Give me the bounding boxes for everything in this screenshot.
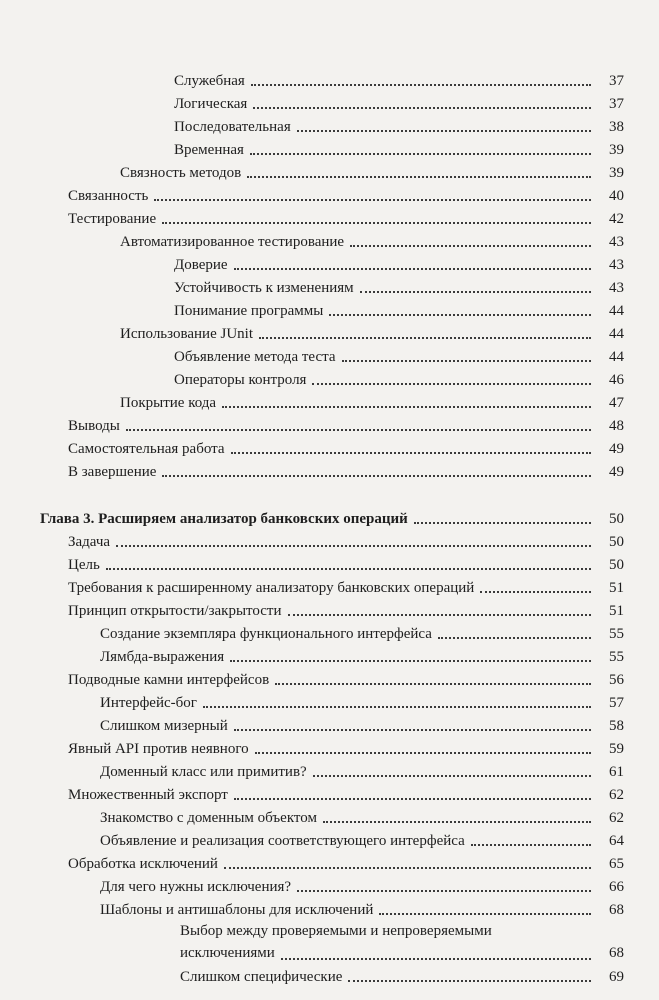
dot-leader — [251, 84, 591, 86]
toc-entry[interactable] — [100, 897, 624, 919]
toc-entry-page: 69 — [609, 969, 624, 985]
toc-entry-title: Задача — [68, 534, 111, 550]
toc-entry[interactable] — [174, 68, 624, 90]
toc-entry[interactable] — [120, 229, 624, 251]
toc-entry-page: 64 — [609, 833, 624, 849]
toc-entry-title: Служебная — [174, 73, 245, 89]
dot-leader — [224, 867, 591, 869]
toc-entry-title: Последовательная — [174, 119, 291, 135]
toc-entry-page: 66 — [609, 879, 624, 895]
toc-entry-title: Подводные камни интерфейсов — [68, 672, 270, 688]
toc-entry[interactable] — [120, 390, 624, 412]
toc-entry[interactable] — [100, 805, 624, 827]
dot-leader — [323, 821, 591, 823]
toc-entry-page: 57 — [609, 695, 624, 711]
toc-entry-page: 43 — [609, 234, 624, 250]
toc-entry-page: 51 — [609, 603, 624, 619]
toc-entry-page: 62 — [609, 787, 624, 803]
dot-leader — [350, 245, 591, 247]
toc-entry-title: Автоматизированное тестирование — [120, 234, 345, 250]
toc-entry-page: 50 — [609, 557, 624, 573]
toc-entry-title: Объявление метода теста — [174, 349, 336, 365]
toc-entry-title: Тестирование — [68, 211, 157, 227]
toc-entry[interactable] — [180, 964, 624, 986]
dot-leader — [222, 406, 591, 408]
toc-entry-page: 49 — [609, 441, 624, 457]
toc-entry-page: 42 — [609, 211, 624, 227]
dot-leader — [312, 383, 591, 385]
toc-entry-page: 46 — [609, 372, 624, 388]
dot-leader — [154, 199, 591, 201]
toc-entry[interactable] — [180, 920, 624, 964]
dot-leader — [234, 729, 591, 731]
dot-leader — [231, 452, 591, 454]
toc-entry[interactable] — [68, 667, 624, 689]
dot-leader — [281, 958, 591, 960]
toc-entry-title: Шаблоны и антишаблоны для исключений — [100, 902, 374, 918]
toc-entry-page: 44 — [609, 326, 624, 342]
toc-entry-title: Знакомство с доменным объектом — [100, 810, 317, 826]
toc-chapter-entry[interactable] — [40, 506, 624, 528]
toc-entry[interactable] — [174, 367, 624, 389]
toc-entry-page: 59 — [609, 741, 624, 757]
toc-entry[interactable] — [68, 459, 624, 481]
toc-entry-page: 48 — [609, 418, 624, 434]
toc-entry-page: 40 — [609, 188, 624, 204]
dot-leader — [471, 844, 591, 846]
toc-entry[interactable] — [100, 759, 624, 781]
toc-entry-title: Выводы — [68, 418, 120, 434]
toc-entry-title: Явный API против неявного — [68, 741, 249, 757]
toc-entry[interactable] — [68, 436, 624, 458]
toc-entry-title: Использование JUnit — [120, 326, 253, 342]
toc-entry[interactable] — [68, 206, 624, 228]
toc-entry[interactable] — [174, 114, 624, 136]
toc-entry-title: Связность методов — [120, 165, 242, 181]
dot-leader — [230, 660, 591, 662]
dot-leader — [116, 545, 591, 547]
dot-leader — [234, 798, 591, 800]
toc-entry-title: Объявление и реализация соответствующего интерфейса — [100, 833, 465, 849]
toc-entry-title: Доверие — [174, 257, 228, 273]
toc-entry[interactable] — [100, 621, 624, 643]
dot-leader — [253, 107, 591, 109]
toc-entry-title: В завершение — [68, 464, 157, 480]
toc-entry-page: 43 — [609, 280, 624, 296]
toc-entry[interactable] — [68, 552, 624, 574]
toc-entry-page: 61 — [609, 764, 624, 780]
toc-entry-page: 62 — [609, 810, 624, 826]
dot-leader — [234, 268, 591, 270]
toc-entry-page: 55 — [609, 626, 624, 642]
toc-chapter-title: Глава 3. Расширяем анализатор банковских операций — [40, 511, 408, 527]
toc-entry-page: 43 — [609, 257, 624, 273]
toc-entry[interactable] — [174, 275, 624, 297]
toc-entry-page: 50 — [609, 534, 624, 550]
toc-entry-page: 47 — [609, 395, 624, 411]
toc-entry-title-line1: Выбор между проверяемыми и непроверяемыми — [180, 923, 492, 939]
dot-leader — [438, 637, 591, 639]
toc-entry-title: Лямбда-выражения — [100, 649, 225, 665]
toc-entry-page: 44 — [609, 349, 624, 365]
toc-entry[interactable] — [68, 529, 624, 551]
dot-leader — [360, 291, 591, 293]
toc-entry-page: 58 — [609, 718, 624, 734]
toc-entry-title: Интерфейс-бог — [100, 695, 197, 711]
toc-entry[interactable] — [68, 782, 624, 804]
toc-entry-title: Принцип открытости/закрытости — [68, 603, 282, 619]
dot-leader — [255, 752, 591, 754]
dot-leader — [288, 614, 591, 616]
toc-entry-title: Самостоятельная работа — [68, 441, 225, 457]
toc-entry[interactable] — [174, 91, 624, 113]
toc-entry[interactable] — [174, 252, 624, 274]
toc-entry-title: Цель — [68, 557, 100, 573]
toc-entry-page: 49 — [609, 464, 624, 480]
toc-entry-title: Логическая — [174, 96, 248, 112]
toc-entry[interactable] — [174, 298, 624, 320]
dot-leader — [126, 429, 591, 431]
dot-leader — [162, 222, 591, 224]
toc-entry[interactable] — [120, 160, 624, 182]
dot-leader — [203, 706, 591, 708]
toc-entry[interactable] — [100, 828, 624, 850]
dot-leader — [329, 314, 591, 316]
dot-leader — [162, 475, 591, 477]
toc-entry[interactable] — [68, 736, 624, 758]
dot-leader — [297, 130, 591, 132]
dot-leader — [275, 683, 591, 685]
toc-entry-page: 65 — [609, 856, 624, 872]
toc-entry-title: Доменный класс или примитив? — [100, 764, 307, 780]
toc-entry-page: 68 — [609, 945, 624, 961]
dot-leader — [480, 591, 591, 593]
toc-entry-title: Понимание программы — [174, 303, 324, 319]
toc-entry-title-line2: исключениями — [180, 945, 275, 961]
toc-entry-page: 50 — [609, 511, 624, 527]
dot-leader — [348, 980, 591, 982]
toc-entry-title: Множественный экспорт — [68, 787, 228, 803]
toc-entry-page: 39 — [609, 142, 624, 158]
toc-entry-title: Обработка исключений — [68, 856, 218, 872]
toc-entry[interactable] — [174, 344, 624, 366]
toc-entry[interactable] — [120, 321, 624, 343]
toc-entry-title: Создание экземпляра функционального интерфейса — [100, 626, 432, 642]
toc-entry[interactable] — [174, 137, 624, 159]
toc-entry[interactable] — [100, 690, 624, 712]
dot-leader — [414, 522, 591, 524]
toc-entry-page: 37 — [609, 73, 624, 89]
toc-entry-title: Для чего нужны исключения? — [100, 879, 292, 895]
dot-leader — [106, 568, 591, 570]
dot-leader — [250, 153, 591, 155]
dot-leader — [259, 337, 591, 339]
dot-leader — [297, 890, 591, 892]
dot-leader — [379, 913, 591, 915]
toc-entry-page: 55 — [609, 649, 624, 665]
toc-entry-page: 37 — [609, 96, 624, 112]
toc-entry-title: Операторы контроля — [174, 372, 307, 388]
toc-entry-title: Временная — [174, 142, 244, 158]
toc-entry-title: Слишком мизерный — [100, 718, 228, 734]
toc-entry-page: 44 — [609, 303, 624, 319]
toc-entry-title: Требования к расширенному анализатору банковских операций — [68, 580, 475, 596]
dot-leader — [247, 176, 591, 178]
toc-entry-title: Покрытие кода — [120, 395, 217, 411]
toc-entry[interactable] — [100, 713, 624, 735]
toc-entry[interactable] — [68, 413, 624, 435]
toc-entry[interactable] — [68, 183, 624, 205]
toc-entry[interactable] — [68, 598, 624, 620]
toc-entry-title: Устойчивость к изменениям — [174, 280, 354, 296]
dot-leader — [342, 360, 592, 362]
toc-entry[interactable] — [100, 644, 624, 666]
toc-entry-page: 38 — [609, 119, 624, 135]
toc-entry-title: Связанность — [68, 188, 149, 204]
toc-entry[interactable] — [100, 874, 624, 896]
dot-leader — [313, 775, 591, 777]
toc-entry[interactable] — [68, 575, 624, 597]
toc-entry-page: 39 — [609, 165, 624, 181]
toc-entry-page: 68 — [609, 902, 624, 918]
toc-entry-title: Слишком специфические — [180, 969, 343, 985]
toc-entry-page: 56 — [609, 672, 624, 688]
toc-entry-page: 51 — [609, 580, 624, 596]
toc-entry[interactable] — [68, 851, 624, 873]
